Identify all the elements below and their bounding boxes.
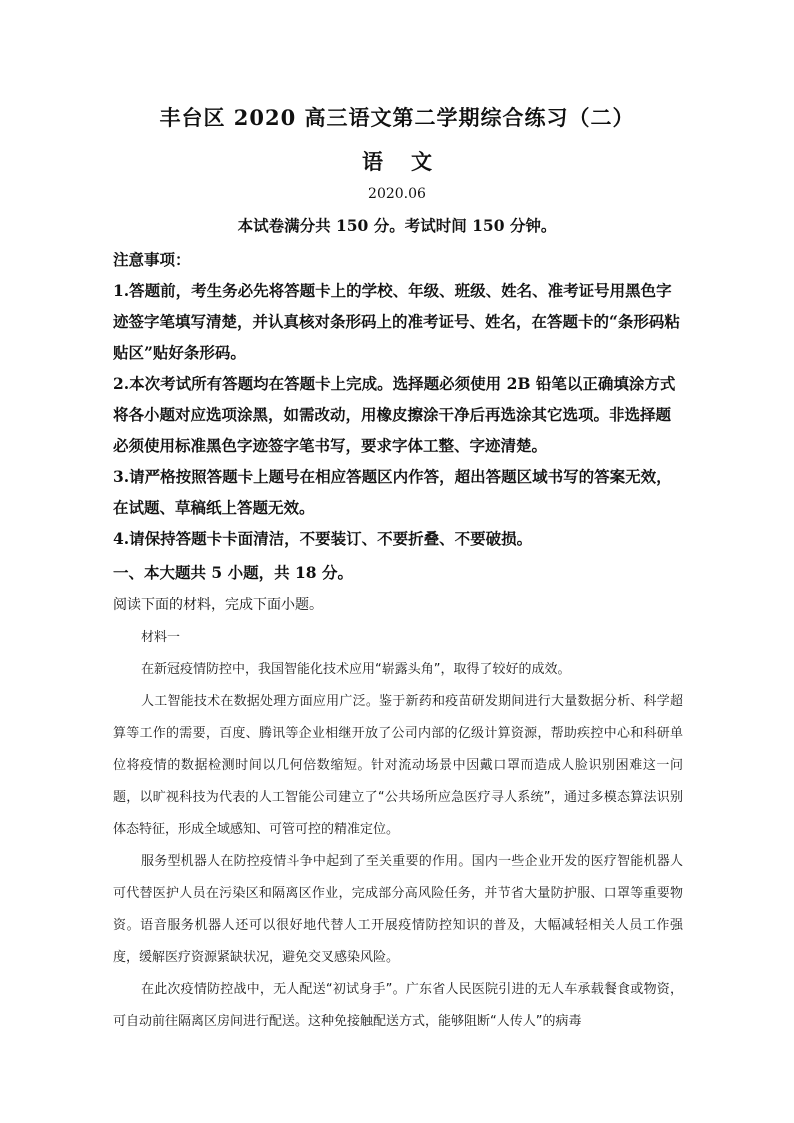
- note-item: 4.请保持答题卡卡面清洁，不要装订、不要折叠、不要破损。: [113, 529, 533, 548]
- exam-meta: 本试卷满分共 150 分。考试时间 150 分钟。: [237, 216, 557, 235]
- section-heading: 一、本大题共 5 小题，共 18 分。: [113, 563, 353, 582]
- exam-title: 丰台区 2020 高三语文第二学期综合练习（二）: [159, 105, 635, 130]
- note-item: 1.答题前，考生务必先将答题卡上的学校、年级、班级、姓名、准考证号用黑色字迹签字笔填写清楚，并认真核对条形码上的准考证号、姓名，在答题卡的“条形码粘贴区”贴好条形码。: [113, 281, 680, 362]
- subject-heading: 语文: [362, 149, 460, 174]
- material-label: 材料一: [141, 630, 181, 645]
- notes-block: [113, 244, 683, 554]
- passage-paragraph: 人工智能技术在数据处理方面应用广泛。鉴于新药和疫苗研发期间进行大量数据分析、科学超算等工作的需要，百度、腾讯等企业相继开放了公司内部的亿级计算资源，帮助疾控中心和科研单位将疫情的数据检测时间以几何倍数缩短。针对流动场景中因戴口罩而造成人脸识别困难这一问题，以旷视科技为代表的人工智能公司建立了“公共场所应急医疗寻人系统”，通过多模态算法识别体态特征，形成全域感知、可管可控的精准定位。: [113, 694, 683, 837]
- notes-heading: 注意事项：: [113, 250, 191, 269]
- note-item: 3.请严格按照答题卡上题号在相应答题区内作答，超出答题区域书写的答案无效，在试题、草稿纸上答题无效。: [113, 467, 672, 517]
- note-item: 2.本次考试所有答题均在答题卡上完成。选择题必须使用 2B 铅笔以正确填涂方式将各小题对应选项涂黑，如需改动，用橡皮擦涂干净后再选涂其它选项。非选择题必须使用标准黑色字迹签字笔书写，要求字体工整、字迹清楚。: [113, 374, 676, 455]
- material-passage: [113, 622, 683, 1038]
- passage-paragraph: 在此次疫情防控战中，无人配送“初试身手”。广东省人民医院引进的无人车承载餐食或物资，可自动前往隔离区房间进行配送。这种免接触配送方式，能够阻断“人传人”的病毒: [113, 982, 683, 1029]
- passage-paragraph: 在新冠疫情防控中，我国智能化技术应用“崭露头角”，取得了较好的成效。: [141, 662, 571, 677]
- passage-paragraph: 服务型机器人在防控疫情斗争中起到了至关重要的作用。国内一些企业开发的医疗智能机器人可代替医护人员在污染区和隔离区作业，完成部分高风险任务，并节省大量防护服、口罩等重要物资。语音服务机器人还可以很好地代替人工开展疫情防控知识的普及，大幅减轻相关人员工作强度，缓解医疗资源紧缺状况，避免交叉感染风险。: [113, 854, 683, 965]
- exam-date: 2020.06: [368, 186, 426, 202]
- reading-instruction: 阅读下面的材料，完成下面小题。: [113, 597, 323, 613]
